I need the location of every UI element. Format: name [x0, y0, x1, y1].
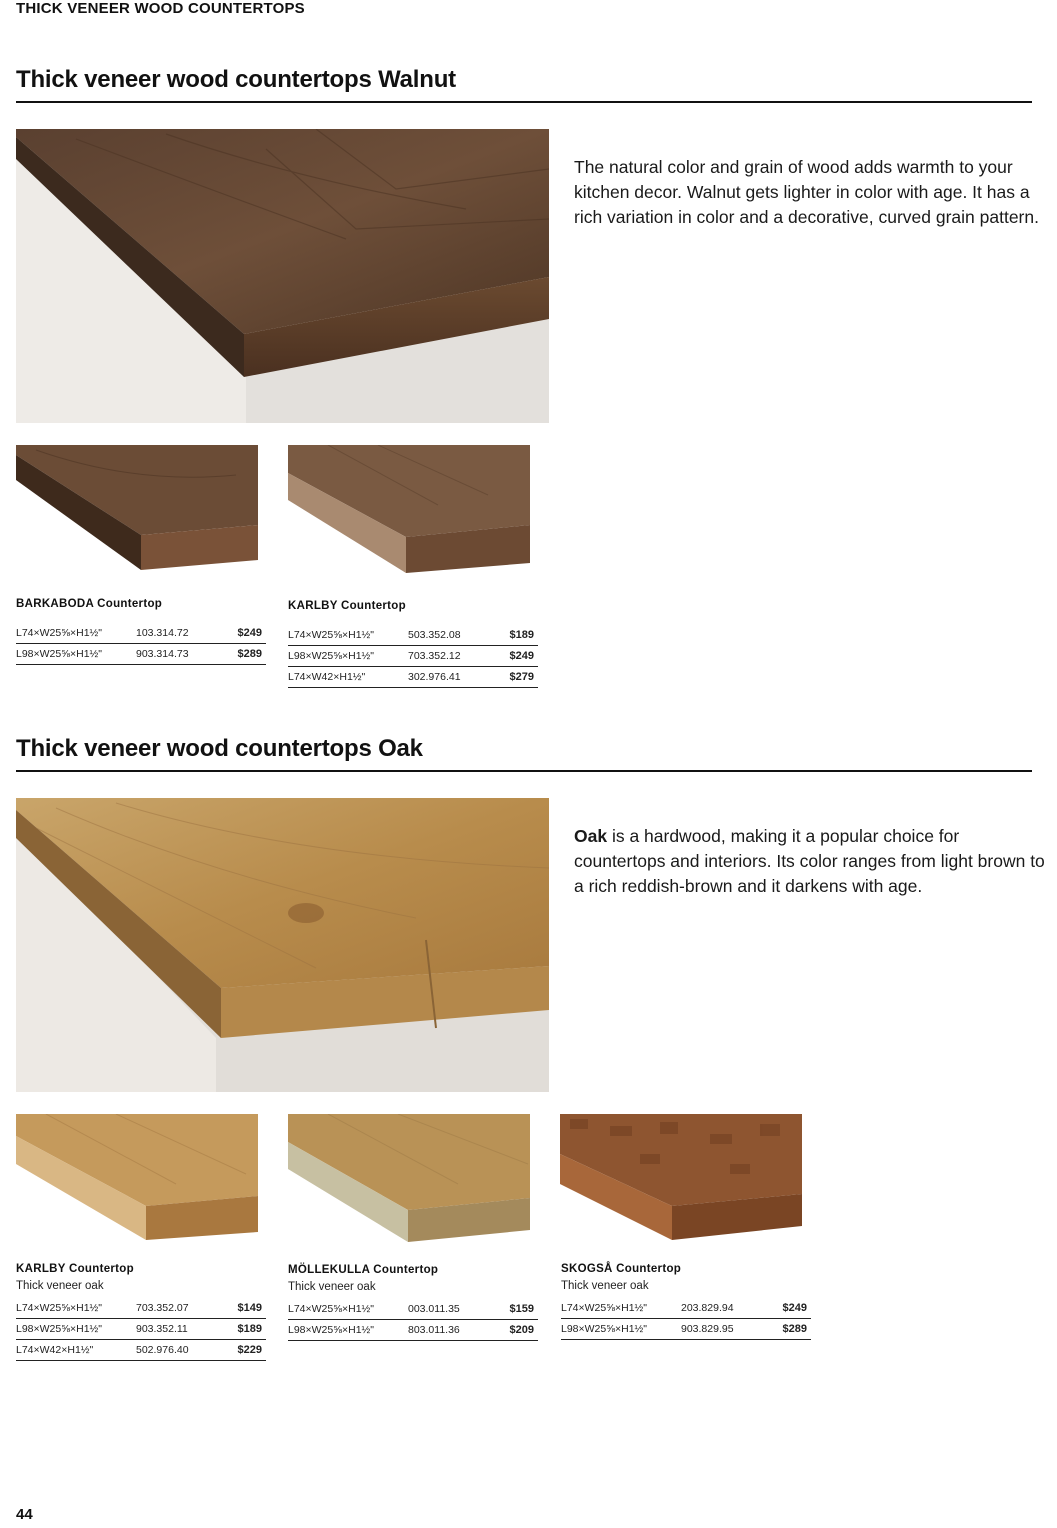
walnut-hero-image	[16, 129, 549, 423]
product-name: MÖLLEKULLA Countertop	[288, 1264, 439, 1276]
oak-description: Oak is a hardwood, making it a popular choice for countertops and interiors. Its color ranges from light brown to a rich reddish-brown and it darkens with age.	[574, 826, 1045, 896]
price-row: L74×W25⅝×H1½" 003.011.35 $159	[288, 1299, 538, 1320]
product-name: SKOGSÅ Countertop	[561, 1263, 682, 1275]
price-row: L98×W25⅝×H1½" 703.352.12 $249	[288, 646, 538, 667]
barkaboda-image	[16, 445, 258, 573]
section-title-oak: Thick veneer wood countertops Oak	[16, 735, 423, 762]
skogsa-image	[560, 1114, 802, 1242]
product-karlby-walnut	[288, 600, 538, 688]
product-name: BARKABODA Countertop	[16, 598, 163, 610]
product-karlby-oak	[16, 1263, 266, 1361]
price-row: L98×W25⅝×H1½" 803.011.36 $209	[288, 1320, 538, 1341]
price-row: L74×W25⅝×H1½" 503.352.08 $189	[288, 625, 538, 646]
price-row: L98×W25⅝×H1½" 903.352.11 $189	[16, 1319, 266, 1340]
section-title-walnut: Thick veneer wood countertops Walnut	[16, 66, 456, 93]
price-row: L74×W42×H1½" 302.976.41 $279	[288, 667, 538, 688]
price-row: L74×W25⅝×H1½" 703.352.07 $149	[16, 1298, 266, 1319]
price-row: L98×W25⅝×H1½" 903.829.95 $289	[561, 1319, 811, 1340]
product-subtitle: Thick veneer oak	[16, 1280, 104, 1292]
walnut-description: The natural color and grain of wood adds warmth to your kitchen decor. Walnut gets lighter in color with age. It has a rich variation in color and a decorative, curved grain pattern.	[574, 157, 1039, 227]
mollekulla-image	[288, 1114, 530, 1242]
product-subtitle: Thick veneer oak	[288, 1281, 376, 1293]
divider	[16, 101, 1032, 103]
price-row: L74×W25⅝×H1½" 103.314.72 $249	[16, 623, 266, 644]
karlby-oak-image	[16, 1114, 258, 1242]
product-subtitle: Thick veneer oak	[561, 1280, 649, 1292]
karlby-walnut-image	[288, 445, 530, 573]
divider	[16, 770, 1032, 772]
oak-hero-image	[16, 798, 549, 1092]
price-row: L98×W25⅝×H1½" 903.314.73 $289	[16, 644, 266, 665]
price-row: L74×W25⅝×H1½" 203.829.94 $249	[561, 1298, 811, 1319]
page-header: THICK VENEER WOOD COUNTERTOPS	[16, 0, 305, 17]
product-mollekulla	[288, 1264, 538, 1341]
product-barkaboda	[16, 598, 266, 665]
product-skogsa	[561, 1263, 811, 1340]
product-name: KARLBY Countertop	[288, 600, 406, 612]
product-name: KARLBY Countertop	[16, 1263, 134, 1275]
page-number: 44	[16, 1506, 33, 1523]
price-row: L74×W42×H1½" 502.976.40 $229	[16, 1340, 266, 1361]
